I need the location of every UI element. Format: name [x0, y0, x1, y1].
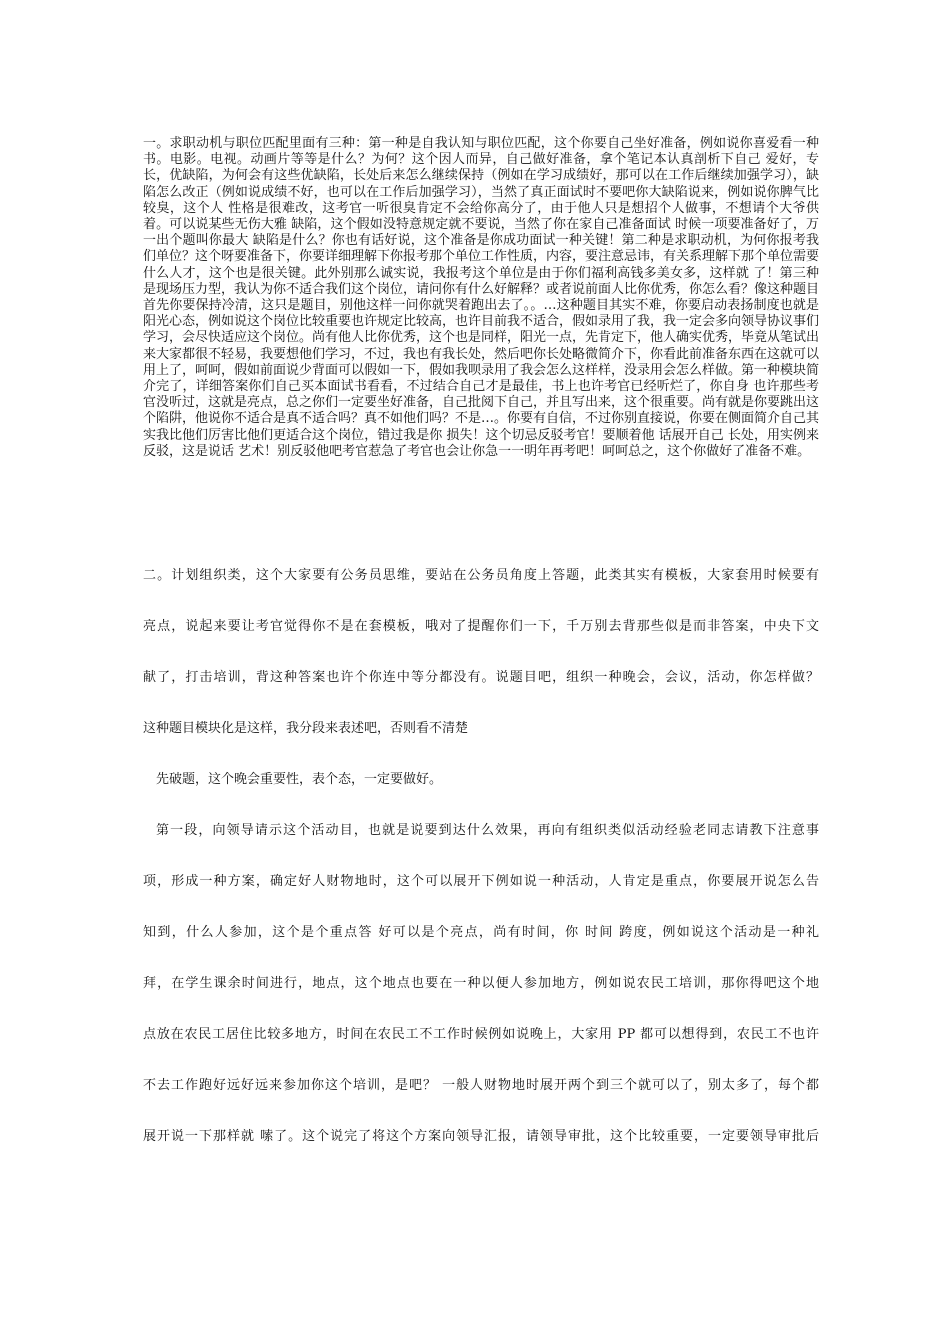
section-2-line: 亮点，说起来要让考官觉得你不是在套模板，哦对了提醒你们一下，千万别去背那些似是而非答案，中央下文	[143, 619, 819, 634]
section-2-line: 这种题目模块化是这样，我分段来表述吧，否则看不清楚	[143, 721, 469, 736]
section-2-line: 先破题，这个晚会重要性，表个态，一定要做好。	[156, 772, 443, 787]
section-2-line: 点放在农民工居住比较多地方，时间在农民工不工作时候例如说晚上，大家用 PP 都可以想得到，农民工不也许	[143, 1027, 819, 1042]
section-2-line: 第一段，向领导请示这个活动目，也就是说要到达什么效果，再向有组织类似活动经验老同志请教下注意事	[156, 823, 819, 838]
section-2-line: 项，形成一种方案，确定好人财物地时，这个可以展开下例如说一种活动，人肯定是重点，你要展开说怎么告	[143, 874, 819, 889]
section-2	[143, 566, 819, 1178]
section-2-line: 展开说一下那样就 嗦了。这个说完了将这个方案向领导汇报，请领导审批，这个比较重要，一定要领导审批后	[143, 1129, 819, 1144]
section-2-line: 二。计划组织类，这个大家要有公务员思维，要站在公务员角度上答题，此类其实有模板，大家套用时候要有	[143, 568, 819, 583]
section-2-line: 不去工作跑好远好远来参加你这个培训，是吧？ 一般人财物地时展开两个到三个就可以了，别太多了，每个都	[143, 1078, 819, 1093]
section-2-line: 献了，打击培训，背这种答案也许个你连中等分都没有。说题目吧，组织一种晚会，会议，活动，你怎样做？	[143, 670, 819, 685]
section-2-line: 拜，在学生课余时间进行，地点，这个地点也要在一种以便人参加地方，例如说农民工培训，那你得吧这个地	[143, 976, 819, 991]
section-1-paragraph: 一。求职动机与职位匹配里面有三种：第一种是自我认知与职位匹配，这个你要自己坐好准备，例如说你喜爱看一种书。电影。电视。动画片等等是什么？为何？这个因人而异，自己做好准备，拿个笔记本认真剖析下自己 爱好，专长，优缺陷，为何会有这些优缺陷，长处后来怎么继续保持（例如在学习成绩好，那可以在工作后继续加强学习），缺陷怎么改正（例如说成绩不好，也可以在工作后加强学习），当然了真正面试时不要吧你大缺陷说来，例如说你脾气比较臭，这个人 性格是很难改，这考官一听很臭肯定不会给你高分了，由于他人只是想招个人做事，不想请个大爷供着。可以说某些无伤大雅 缺陷，这个假如没特意规定就不要说，当然了你在家自己准备面试 时候一项要准备好了，万一出个题叫你最大 缺陷是什么？你也有话好说，这个准备是你成功面试一种关键！第二种是求职动机，为何你报考我们单位？这个呀要准备下，你要详细理解下你报考那个单位工作性质，内容，要注意忌讳，有关系理解下那个单位需要什么人才，这个也是很关键。此外别那么诚实说，我报考这个单位是由于你们福利高钱多美女多，这样就 了！第三种是现场压力型，我认为你不适合我们这个岗位，请问你有什么好解释？或者说前面人比你优秀，你怎么看？像这种题目首先你要保持冷清，这只是题目，别他这样一问你就哭着跑出去了。。…这种题目其实不难，你要启动表扬制度也就是阳光心态，例如说这个岗位比较重要也许规定比较高，也许目前我不适合，假如录用了我，我一定会多向领导协议事们学习，会尽快适应这个岗位。尚有他人比你优秀，这个也是同样，阳光一点，先肯定下，他人确实优秀，毕竟从笔试出来大家都很不轻易，我要想他们学习，不过，我也有我长处，然后吧你长处略微简介下，你看此前准备东西在这就可以用上了，呵呵，假如前面说少背面可以假如一下，假如我呗录用了我会怎么这样样，没录用会怎么样做。第一种模块简介完了，详细答案你们自己买本面试书看看，不过结合自己才是最佳，书上也许考官已经听烂了，你自身 也许那些考官没听过，这就是亮点，总之你们一定要坐好准备，自己批阅下自己，并且写出来，这个很重要。尚有就是你要跳出这个陷阱，他说你不适合是真不适合吗？真不如他们吗？不是…。你要有自信，不过你别直接说，你要在侧面简介自己其实我比他们厉害比他们更适合这个岗位，错过我是你 损失！这个切忌反驳考官！要顺着他 话展开自己 长处，用实例来反驳，这是说话 艺术！别反驳他吧考官惹急了考官也会让你急一一明年再考吧！呵呵总之，这个你做好了准备不难。	[143, 136, 820, 459]
section-2-line: 知到，什么人参加，这个是个重点答 好可以是个亮点，尚有时间，你 时间 跨度，例如说这个活动是一种礼	[143, 925, 819, 940]
